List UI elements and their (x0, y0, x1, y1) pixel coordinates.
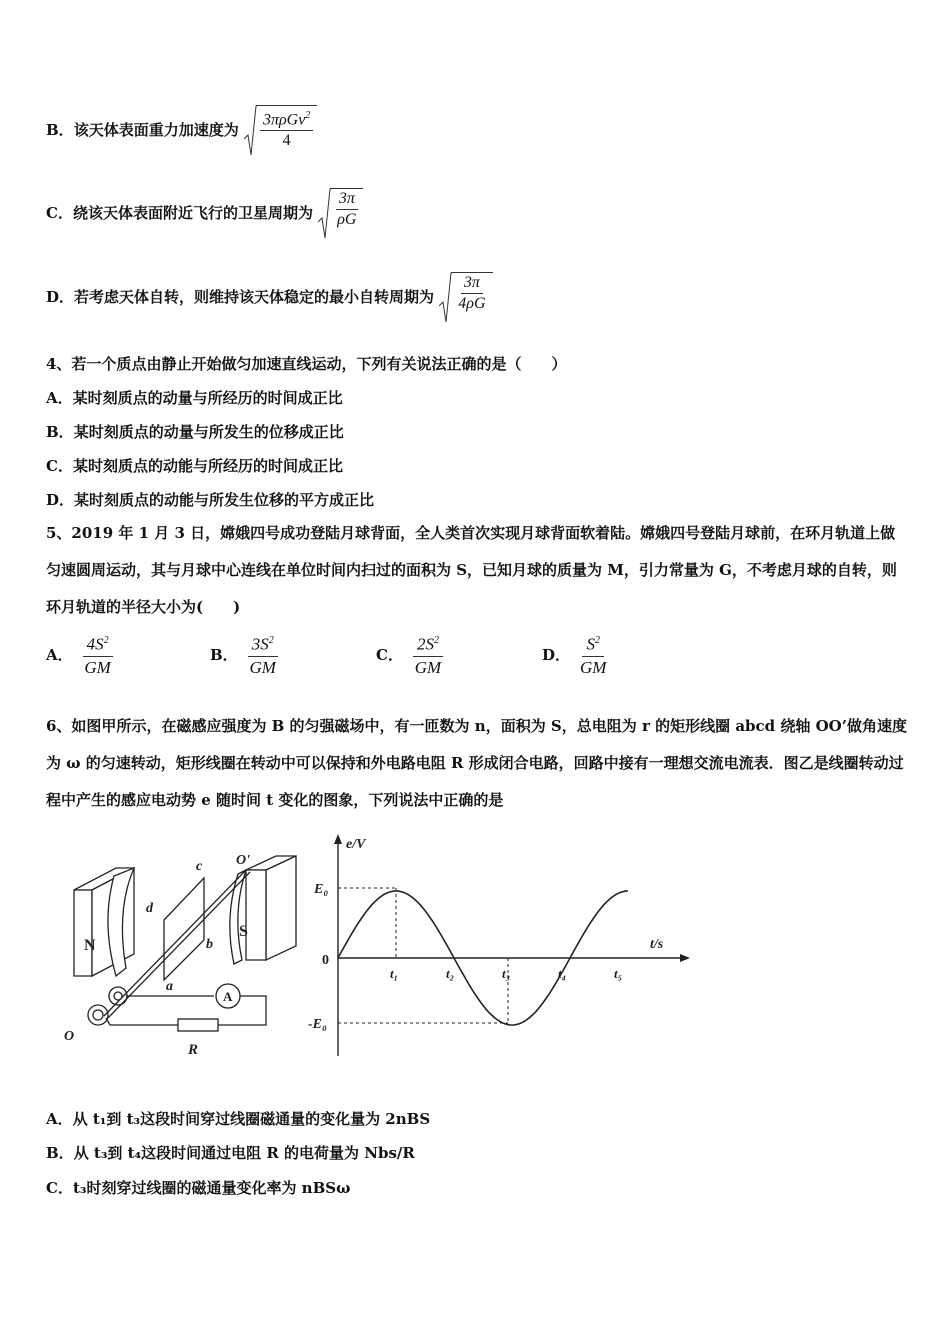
q6-option-c (46, 1177, 350, 1198)
q3-option-b-formula (244, 105, 317, 157)
ammeter-label: A (223, 989, 233, 1004)
coil-label-c: c (196, 859, 203, 874)
q4-option-d (46, 489, 374, 510)
q3-b-sup: 2 (305, 110, 311, 121)
q3-option-d-text: 若考虑天体自转，则维持该天体稳定的最小自转周期为 (74, 288, 435, 306)
q3-c-den: ρG (337, 211, 357, 228)
q6-stem: 6、如图甲所示，在磁感应强度为 B 的匀强磁场中，有一匝数为 n，面积为 S，总电阻为 r 的矩形线圈 abcd 绕轴 OO’做角速度为 ω 的匀速转动，矩形线圈在转动中可以保持和外电路电阻 R 形成闭合电路，回路中接有一理想交流电流表．图乙是线圈转动过程中产生的感应电动势 e 随时间 t 变化的图象，下列说法中正确的是 (46, 717, 907, 809)
q5-option-b (210, 630, 278, 679)
q5-b-num: 3S (251, 634, 269, 654)
tick-t1: t₁ (390, 966, 399, 981)
coil-label-b: b (206, 937, 213, 952)
option-text: 某时刻质点的动能与所经历的时间成正比 (72, 457, 343, 475)
graph-xlabel: t/s (650, 937, 664, 952)
option-text: 某时刻质点的动量与所发生的位移成正比 (73, 423, 344, 441)
option-label: B． (46, 423, 74, 441)
option-label: A． (46, 1110, 73, 1128)
q3-option-c-label: C． (46, 204, 73, 222)
option-text: 某时刻质点的动能与所发生位移的平方成正比 (74, 491, 375, 509)
q6-figure (46, 828, 696, 1063)
graph-origin: 0 (322, 953, 329, 968)
et-graph (308, 834, 690, 1056)
q5-d-num: S (586, 634, 595, 654)
option-label: B． (46, 1144, 74, 1162)
tick-t5: t₅ (614, 966, 623, 981)
q5-c-num: 2S (416, 634, 434, 654)
coil-label-d: d (146, 901, 153, 916)
option-text: t₃时刻穿过线圈的磁通量变化率为 nBSω (72, 1179, 351, 1197)
option-label: A． (46, 389, 73, 407)
q5-c-den: GM (414, 657, 442, 677)
q3-b-num: 3πρGv (262, 111, 306, 129)
axis-top-label: O' (236, 853, 250, 868)
q5-stem: 5、2019 年 1 月 3 日，嫦娥四号成功登陆月球背面，全人类首次实现月球背面软着陆。嫦娥四号登陆月球前，在环月轨道上做匀速圆周运动，其与月球中心连线在单位时间内扫过的面积为 S，已知月球的质量为 M，引力常量为 G，不考虑月球的自转，则环月轨道的半径大小为( ) (46, 524, 897, 616)
q4-option-a (46, 387, 343, 408)
option-label: C． (376, 645, 403, 664)
resistor-label: R (188, 1042, 199, 1058)
q3-option-d (46, 272, 493, 324)
generator-diagram (74, 856, 296, 1031)
radical-sign (439, 272, 452, 324)
q6-option-b (46, 1142, 415, 1163)
option-label: A． (46, 645, 73, 664)
option-text: 从 t₃到 t₄这段时间通过电阻 R 的电荷量为 Nbs/R (73, 1144, 415, 1162)
q5-b-sup: 2 (268, 635, 274, 646)
q3-option-d-formula (439, 272, 492, 324)
magnet-n-label: N (84, 937, 96, 954)
q3-d-den: 4ρG (458, 295, 486, 312)
q5-d-den: GM (580, 657, 607, 677)
q5-c-sup: 2 (433, 635, 439, 646)
q3-option-c-text: 绕该天体表面附近飞行的卫星周期为 (72, 204, 313, 222)
option-text: 某时刻质点的动量与所经历的时间成正比 (72, 389, 343, 407)
q4-option-b (46, 421, 344, 442)
axis-bottom-label: O (64, 1029, 75, 1044)
q6-option-a (46, 1108, 430, 1129)
coil-label-a: a (166, 979, 173, 994)
q5-b-den: GM (249, 657, 276, 677)
magnet-s-label: S (239, 923, 248, 940)
q5-option-d (542, 630, 606, 679)
option-label: B． (210, 645, 238, 664)
option-label: C． (46, 457, 73, 475)
q3-option-b (46, 105, 317, 157)
q5-a-den: GM (84, 657, 111, 677)
q3-b-den: 4 (282, 132, 291, 150)
q3-d-num: 3π (461, 273, 483, 294)
q4-stem: 4、若一个质点由静止开始做匀加速直线运动，下列有关说法正确的是（ ） (46, 355, 567, 373)
e-min-label: -E₀ (308, 1017, 327, 1032)
q5-option-c (376, 630, 443, 679)
q5-a-sup: 2 (103, 635, 109, 646)
option-label: D． (46, 491, 75, 509)
q4-option-c (46, 455, 343, 476)
q3-option-b-label: B． (46, 121, 74, 139)
option-label: D． (542, 645, 571, 664)
q5-option-a (46, 630, 113, 679)
q3-c-num: 3π (336, 189, 358, 210)
option-label: C． (46, 1179, 73, 1197)
tick-t4: t₄ (558, 966, 567, 981)
option-text: 从 t₁到 t₃这段时间穿过线圈磁通量的变化量为 2nBS (72, 1110, 431, 1128)
x-arrow-icon (680, 954, 690, 962)
q3-option-c-formula (318, 188, 363, 240)
q3-option-c (46, 188, 363, 240)
tick-t3: t₃ (502, 966, 511, 981)
radical-sign (318, 188, 331, 240)
q5-d-sup: 2 (594, 635, 600, 646)
q3-option-d-label: D． (46, 288, 75, 306)
y-arrow-icon (334, 834, 342, 844)
graph-ylabel: e/V (346, 837, 366, 852)
q3-option-b-text: 该天体表面重力加速度为 (73, 121, 239, 139)
radical-sign (244, 105, 257, 157)
e-max-label: E₀ (314, 882, 329, 897)
q5-a-num: 4S (86, 634, 104, 654)
tick-t2: t₂ (446, 966, 455, 981)
